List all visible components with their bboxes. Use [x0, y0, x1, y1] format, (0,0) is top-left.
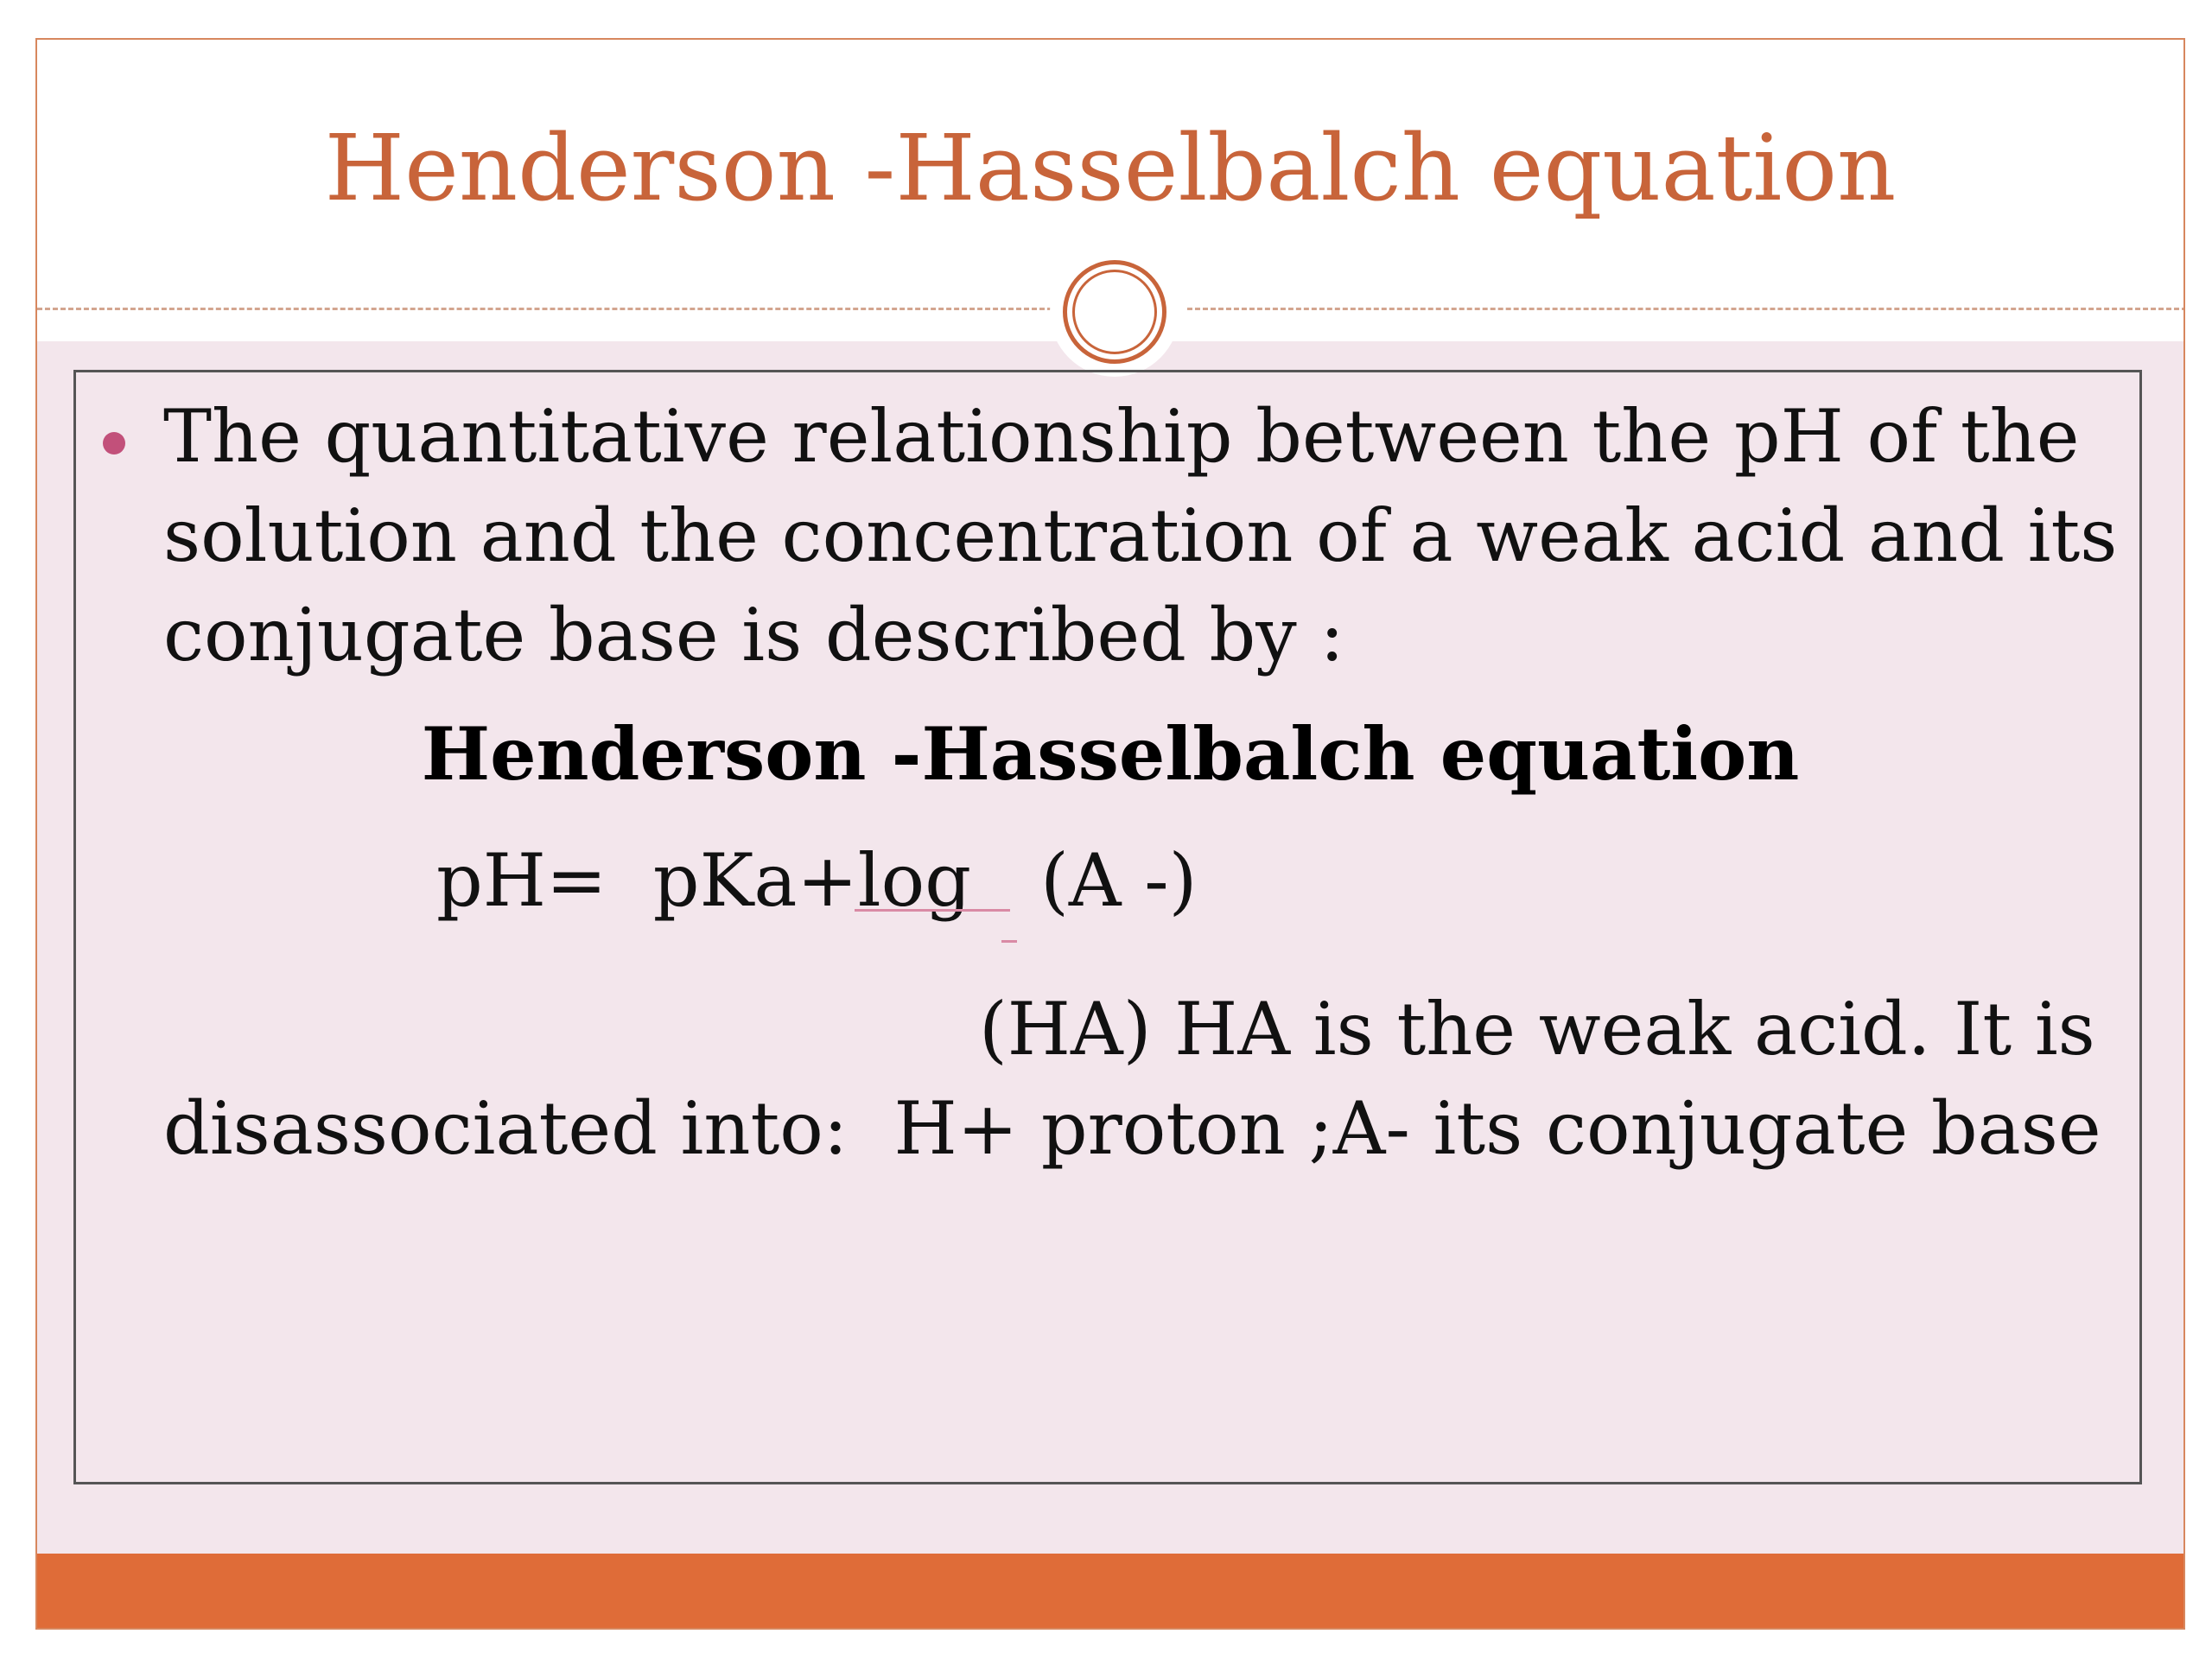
- circle-ornament-icon: [1050, 247, 1179, 377]
- dissociation-text-line: disassociated into: H+ proton ;A- its conjugate base: [163, 1086, 2101, 1171]
- fraction-mark: [1001, 940, 1017, 943]
- slide: [35, 38, 2185, 1630]
- title-divider-left: [37, 308, 1052, 310]
- title-divider-right: [1187, 308, 2185, 310]
- bullet-dot-icon: [103, 432, 125, 454]
- formula: pH= pKa+log (A -): [436, 838, 1198, 923]
- bullet-text-line-2: solution and the concentration of a weak acid and its: [163, 493, 2118, 578]
- bullet-text-line-1: The quantitative relationship between the pH of the: [163, 394, 2080, 479]
- bullet-text-line-3: conjugate base is described by :: [163, 593, 1344, 677]
- bottom-accent-bar: [37, 1554, 2183, 1630]
- equation-heading: Henderson -Hasselbalch equation: [421, 711, 1800, 797]
- denominator-text-line: (HA) HA is the weak acid. It is: [979, 987, 2095, 1071]
- fraction-bar: [855, 909, 1010, 912]
- slide-title: Henderson -Hasselbalch equation: [324, 115, 1897, 221]
- circle-ring: [1063, 260, 1166, 364]
